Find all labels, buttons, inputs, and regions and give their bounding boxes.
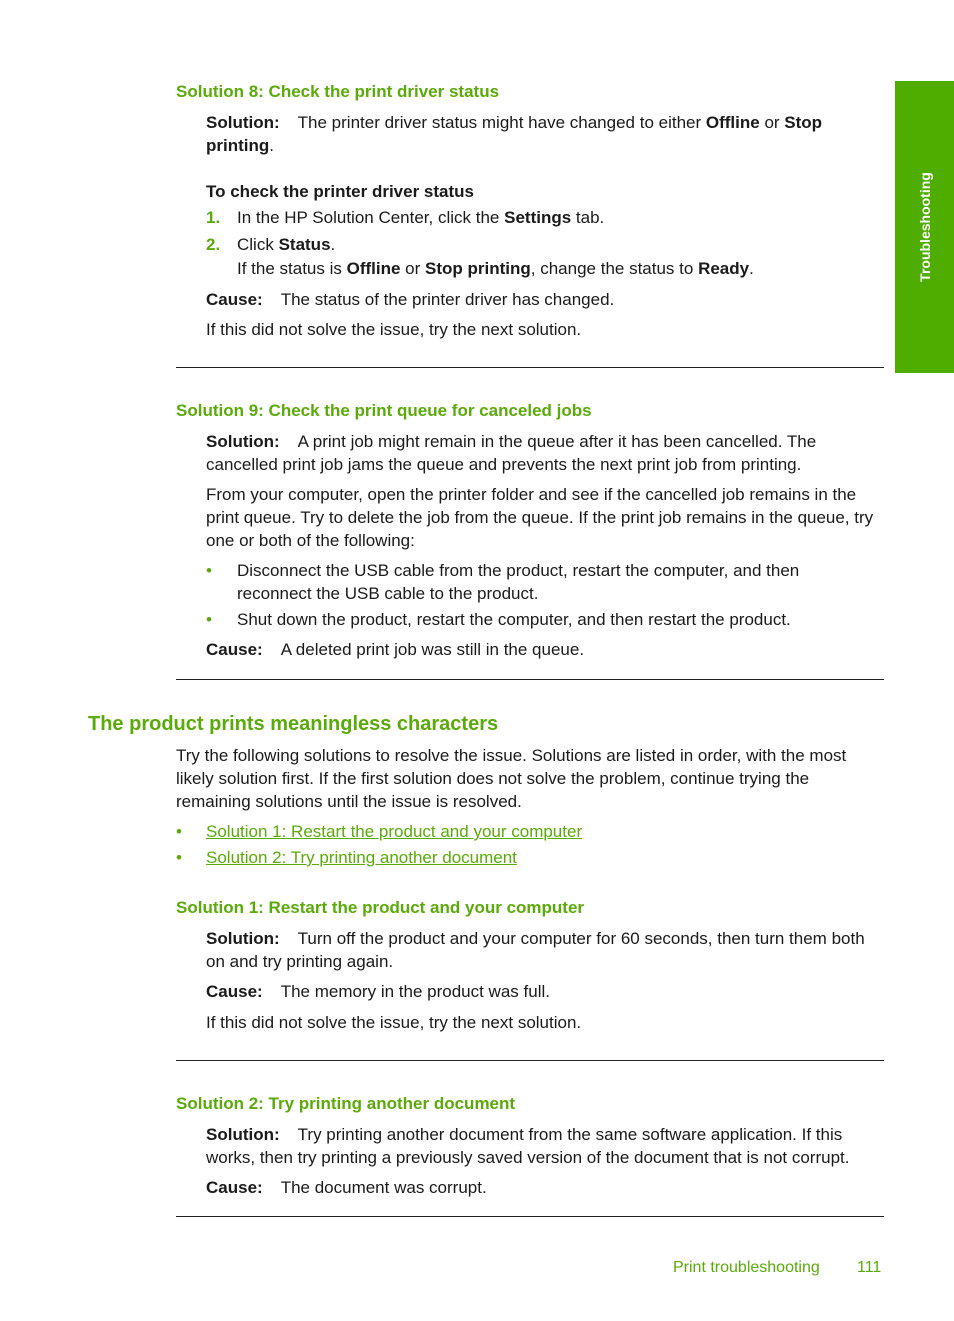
solution-2-solution: Solution: Try printing another document from the same software application. If this works, then try printing a previously saved version of the document that is not corrupt. bbox=[206, 1125, 850, 1167]
bullet-glyph: • bbox=[176, 848, 182, 867]
link-item bbox=[206, 846, 517, 869]
solution-1-solution: Solution: Turn off the product and your computer for 60 seconds, then turn them both on and try printing again. bbox=[206, 929, 865, 971]
cause-label: Cause: bbox=[206, 290, 263, 309]
solution-8-next: If this did not solve the issue, try the next solution. bbox=[206, 320, 582, 339]
divider bbox=[176, 1216, 884, 1217]
divider bbox=[176, 679, 884, 680]
cause-label: Cause: bbox=[206, 1178, 263, 1197]
solution-2-cause: Cause: The document was corrupt. bbox=[206, 1178, 487, 1197]
link-solution-2[interactable]: Solution 2: Try printing another document bbox=[206, 848, 517, 867]
side-tab bbox=[895, 81, 954, 373]
solution-8-heading: Solution 8: Check the print driver status bbox=[176, 82, 500, 101]
footer-section-title: Print troubleshooting bbox=[673, 1259, 820, 1276]
solution-8-cause: Cause: The status of the printer driver has changed. bbox=[206, 290, 615, 309]
solution-1-heading: Solution 1: Restart the product and your computer bbox=[176, 898, 585, 917]
section-intro: Try the following solutions to resolve the issue. Solutions are listed in order, with the most likely solution first. If the first solution does not solve the problem, continue trying the remaining solutions until the issue is resolved. bbox=[176, 746, 847, 811]
solution-2-heading: Solution 2: Try printing another document bbox=[176, 1094, 516, 1113]
cause-label: Cause: bbox=[206, 640, 263, 659]
link-item bbox=[206, 820, 582, 843]
step-2-text: Click Status. bbox=[237, 235, 336, 254]
solution-label: Solution: bbox=[206, 113, 280, 132]
divider bbox=[176, 367, 884, 368]
solution-9-heading: Solution 9: Check the print queue for canceled jobs bbox=[176, 401, 592, 420]
page-number: 111 bbox=[857, 1259, 882, 1276]
solution-label: Solution: bbox=[206, 929, 280, 948]
link-solution-1[interactable]: Solution 1: Restart the product and your computer bbox=[206, 822, 583, 841]
solution-9-bullet: Disconnect the USB cable from the product, restart the computer, and then reconnect the USB cable to the product. bbox=[237, 561, 800, 603]
step-number: 1. bbox=[206, 208, 221, 227]
cause-label: Cause: bbox=[206, 982, 263, 1001]
solution-9-paragraph: From your computer, open the printer folder and see if the cancelled job remains in the print queue. Try to delete the job from the queue. If the print job remains in the queue, try one or both of the following: bbox=[206, 485, 874, 550]
bullet-glyph: • bbox=[206, 610, 212, 629]
step-1-text: In the HP Solution Center, click the Settings tab. bbox=[237, 208, 605, 227]
divider bbox=[176, 1060, 884, 1061]
solution-1-cause: Cause: The memory in the product was full. bbox=[206, 982, 550, 1001]
bullet-glyph: • bbox=[176, 822, 182, 841]
step-number: 2. bbox=[206, 235, 221, 254]
section-heading: The product prints meaningless characters bbox=[88, 713, 499, 735]
solution-9-solution: Solution: A print job might remain in the queue after it has been cancelled. The cancelled print job jams the queue and prevents the next print job from printing. bbox=[206, 432, 817, 474]
solution-9-cause: Cause: A deleted print job was still in the queue. bbox=[206, 640, 585, 659]
solution-label: Solution: bbox=[206, 1125, 280, 1144]
procedure-title: To check the printer driver status bbox=[206, 182, 474, 201]
solution-9-bullet: Shut down the product, restart the computer, and then restart the product. bbox=[237, 610, 791, 629]
solution-8-solution: Solution: The printer driver status might have changed to either Offline or Stop printing. bbox=[206, 113, 823, 155]
solution-1-next: If this did not solve the issue, try the next solution. bbox=[206, 1013, 582, 1032]
solution-label: Solution: bbox=[206, 432, 280, 451]
bullet-glyph: • bbox=[206, 561, 212, 580]
step-2-detail: If the status is Offline or Stop printing, change the status to Ready. bbox=[237, 259, 754, 278]
side-tab-label: Troubleshooting bbox=[916, 172, 933, 282]
